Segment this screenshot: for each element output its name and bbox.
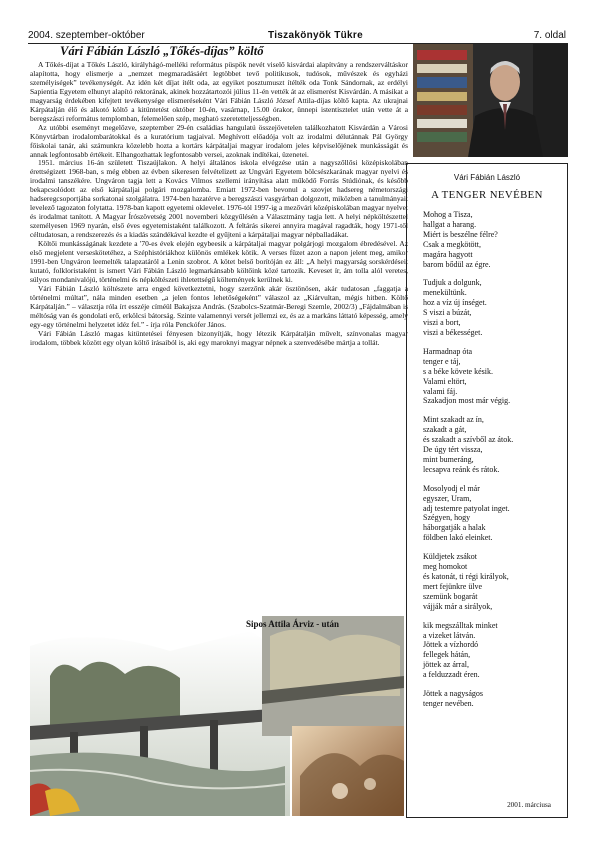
poem-line: valami fáj.	[423, 386, 458, 396]
poem-line: mert fejünkre ülve	[423, 581, 483, 591]
poem-line: Szégyen, hogy	[423, 513, 471, 523]
poem-line: mint bumeráng,	[423, 454, 474, 464]
poem-stanza	[423, 278, 565, 337]
poem-stanza	[423, 415, 565, 474]
artwork-caption: Sipos Attila Árviz - után	[246, 619, 340, 629]
poem-line: menekültünk.	[423, 288, 467, 298]
page-number: 7. oldal	[533, 30, 566, 41]
poem-line: tenger e táj,	[423, 356, 461, 366]
poem-line: Csak a megkötött,	[423, 239, 481, 249]
poem-line: magára hagyott	[423, 249, 473, 259]
poem-stanza	[423, 552, 565, 611]
poem-text	[423, 210, 565, 718]
flood-bridge-artwork	[30, 616, 404, 816]
poem-line: hoz a víz új ínséget.	[423, 298, 487, 308]
poem-line: fellegek hátán,	[423, 650, 471, 660]
poem-line: Mint szakadt az ín,	[423, 415, 484, 425]
poem-stanza	[423, 484, 565, 543]
newspaper-title: Tiszakönyök Tükre	[268, 30, 363, 41]
poem-line: háborgatják a halak	[423, 523, 486, 533]
artwork-image	[30, 616, 404, 816]
poem-line: a vizeket látván.	[423, 630, 476, 640]
poem-line: Mohog a Tisza,	[423, 210, 473, 219]
poem-line: Tudjuk a dolgunk,	[423, 278, 482, 288]
poem-author: Vári Fábián László	[453, 173, 521, 182]
poem-line: adj testemre patyolat inget.	[423, 503, 510, 513]
poem-line: Jöttek a vízhordó	[423, 640, 479, 650]
poem-line: Szakadjon most már végig.	[423, 396, 511, 406]
poem-stanza	[423, 210, 565, 269]
poem-line: hallgat a harang.	[423, 219, 477, 229]
poem-line: Valami eltört,	[423, 376, 467, 386]
article-paragraph: Költői munkásságának kezdete a '70-es évek elején egybeesik a kárpátaljai magyar polgárjogi mozgalom ébredésével. Az első megjelent verseskötetéhez, a Széphistóriákhoz különös emlékek kötik. A verses füzet azon a napon jelent meg, amikor 1991-ben Ungváron leemelték talapzatáról a Lenin szobrot. A kötet belső borítóján ez áll: „A helyi magyarság sorskérdéseit kutató, folkloristaként is ismert Vári Fábián László legmarkánsabb költőink közé tartozik. Keveset ír, ám tolla alól veretes, súlyos mondanivalójú, történelmi és népköltészeti ihletettségű költemények kerülnek ki.	[30, 239, 408, 284]
poem-line: Jöttek a nagyságos	[423, 689, 483, 699]
poem-line: szemünk bogarát	[423, 591, 478, 601]
poem-line: meg homokot	[423, 562, 468, 572]
poem-stanza	[423, 621, 565, 680]
poem-stanza	[423, 689, 565, 709]
poem-line: s a béke követe késik.	[423, 366, 493, 376]
poem-line: Miért is beszélne félre?	[423, 229, 498, 239]
poem-line: lecsapva reánk és rátok.	[423, 464, 500, 474]
poem-line: földben lakó eleinket.	[423, 533, 493, 543]
author-photo	[413, 44, 568, 157]
poem-line: vájják már a sirályok,	[423, 601, 493, 611]
poem-line: és katonát, ti régi királyok,	[423, 572, 509, 581]
poem-line: Küldjetek zsákot	[423, 552, 477, 562]
poem-title: A TENGER NEVÉBEN	[431, 189, 543, 201]
page-header	[28, 30, 568, 44]
article-paragraph: Az utóbbi eseményt megelőzve, szeptember 29-én családias hangulatú összejövetelen találkozhatott Kisvárdán a Városi Könyvtárban irodalombarátokkal és a kuratórium tagjaival. Meghívott előadója volt az irodalmi délutánnak Pál György főiskolai tanár, aki számunkra közelebb hozta a kortárs kárpátaljai magyar irodalom jeles képviselőjének munkásságát és annak legfontosabb értékeit. Elhangozhattak legfontosabb versei, azoknak indítékai, üzenetei.	[30, 122, 408, 159]
article-body	[30, 61, 408, 348]
poem-line: S viszi a búzát,	[423, 308, 472, 318]
poem-line: a felduzzadt éren.	[423, 670, 480, 680]
poem-line: jöttek az árral,	[423, 660, 469, 670]
article-paragraph: 1951. március 16-án született Tiszaújlakon. A helyi általános iskola elvégzése után a nagyszőllősi középiskolában érettségizett 1968-ban, s még ebben az évben sikeresen felvételizett az Ungvári Egyetem bölcsészkarának magyar nyelvi és irodalmi tanszékére. Ungváron tagja lett a Kovács Vilmos szellemi irányítása alatt működő Forrás Stúdiónak, és később bekapcsolódott az első kárpátaljai polgári mozgalomba. Emiatt 1972-ben bevonul a szovjet hadsereg németországi hadseregcsoportjába sorkatonai szolgálatra. 1974-ben hazatérve a beregszászi vasgyárban dolgozott, miközben a tanulmányait levelező tagozaton folytatta. 1978-ban kapott egyetemi oklevelet. 1976-tól 1997-ig a mezővári középiskolában magyar nyelvet és irodalmat tanított. A Magyar Írószövetség 2001 novemberi közgyűlésén a Választmány tagja lett. A helyi népköltészettel személyesen 1969 nyarán, első éves egyetemistaként találkozott. A feltárás sikerei annyira magával ragadták, hogy 1971-től céltudatosan, a rendszerezés és a kiadás szándékával kezdte el gyűjteni a kárpátaljai magyar népballadákat.	[30, 158, 408, 240]
poem-line: Harmadnap óta	[423, 346, 473, 356]
issue-date: 2004. szeptember-október	[28, 30, 145, 41]
poem-date: 2001. márciusa	[507, 801, 551, 809]
article-title: Vári Fábián László „Tőkés-díjas” költő	[60, 44, 264, 58]
poem-line: kik megszálltak minket	[423, 620, 498, 630]
poem-line: barom bődül az égre.	[423, 259, 491, 269]
poem-line: De úgy tért vissza,	[423, 445, 483, 455]
poem-box	[406, 163, 568, 818]
poem-line: szakadt a gát,	[423, 425, 467, 435]
poem-line: tenger nevében.	[423, 698, 474, 708]
author-portrait-image	[413, 44, 568, 157]
poem-line: Mosolyodj el már	[423, 483, 480, 493]
poem-line: egyszer, Uram,	[423, 493, 472, 503]
poem-stanza	[423, 347, 565, 406]
poem-line: viszi a békességet.	[423, 327, 483, 337]
article-paragraph: A Tőkés-díjat a Tőkés László, királyhágó-melléki református püspök nevét viselő kisvárdai alapítvány a rendszerváltáskor alapította, hogy elismerje a „nemzet megmaradásáért legtöbbet tevő politikusok, tudósok, művészek és egyházi személyiségek” tevékenységét. Az idén két díjat ítélt oda, az egyiket posztumuszt ítélték oda Tonk Sándornak, az erdélyi Sapientia Egyetem elhunyt alapító rektorának, akinek hozzátartozói július 11-én vették át az elismerést Kisvárdán. A másikat a magyarság érdekében kifejtett tevékenysége elismeréseként Vári Fábián László József Attila-díjas költő kapta. Az ukrajnai Kárpátalján élő és alkotó költő a kitüntetést október 10-én, vasárnap, 15.00 órakor, ünnepi istentisztelet után vette át a beregszászi református templomban, felemelően szép, megható szeretetteljességben.	[30, 60, 408, 123]
poem-line: és szakadt a szívből az átok.	[423, 435, 514, 445]
poem-line: viszi a bort,	[423, 318, 461, 328]
article-paragraph: Vári Fábián László költészete arra enged következtetni, hogy szerzőnk akár ösztönösen, akár tudatosan „faggatja a történelmi múltat”, nála minden esetben „a jelen fontos lehetőségeként” válaszol az „Kiárvultan, mégis hitben. Költő Kárpátalján.” – választja róla írt esszéje címéül Bakajsza András. (Szabolcs-Szatmár-Beregi Szemle, 2002/3) „Fájdalmában is méltóság van és gondolati erő, erkölcsi bátorság. Szinte valamennyi versét jellemzi ez, és az a markáns láttató képesség, amely egy-egy történelmi helyzetet idéz fel.” - írja róla Penckófer János.	[30, 283, 408, 329]
article-paragraph: Vári Fábián László magas kitüntetései fényesen bizonyítják, hogy létezik Kárpátalján művelt, színvonalas magyar irodalom, többek között egy olyan költő írásaiból is, aki egy maroknyi magyar népnek a szenvedésébe mártja a tollát.	[30, 328, 408, 347]
